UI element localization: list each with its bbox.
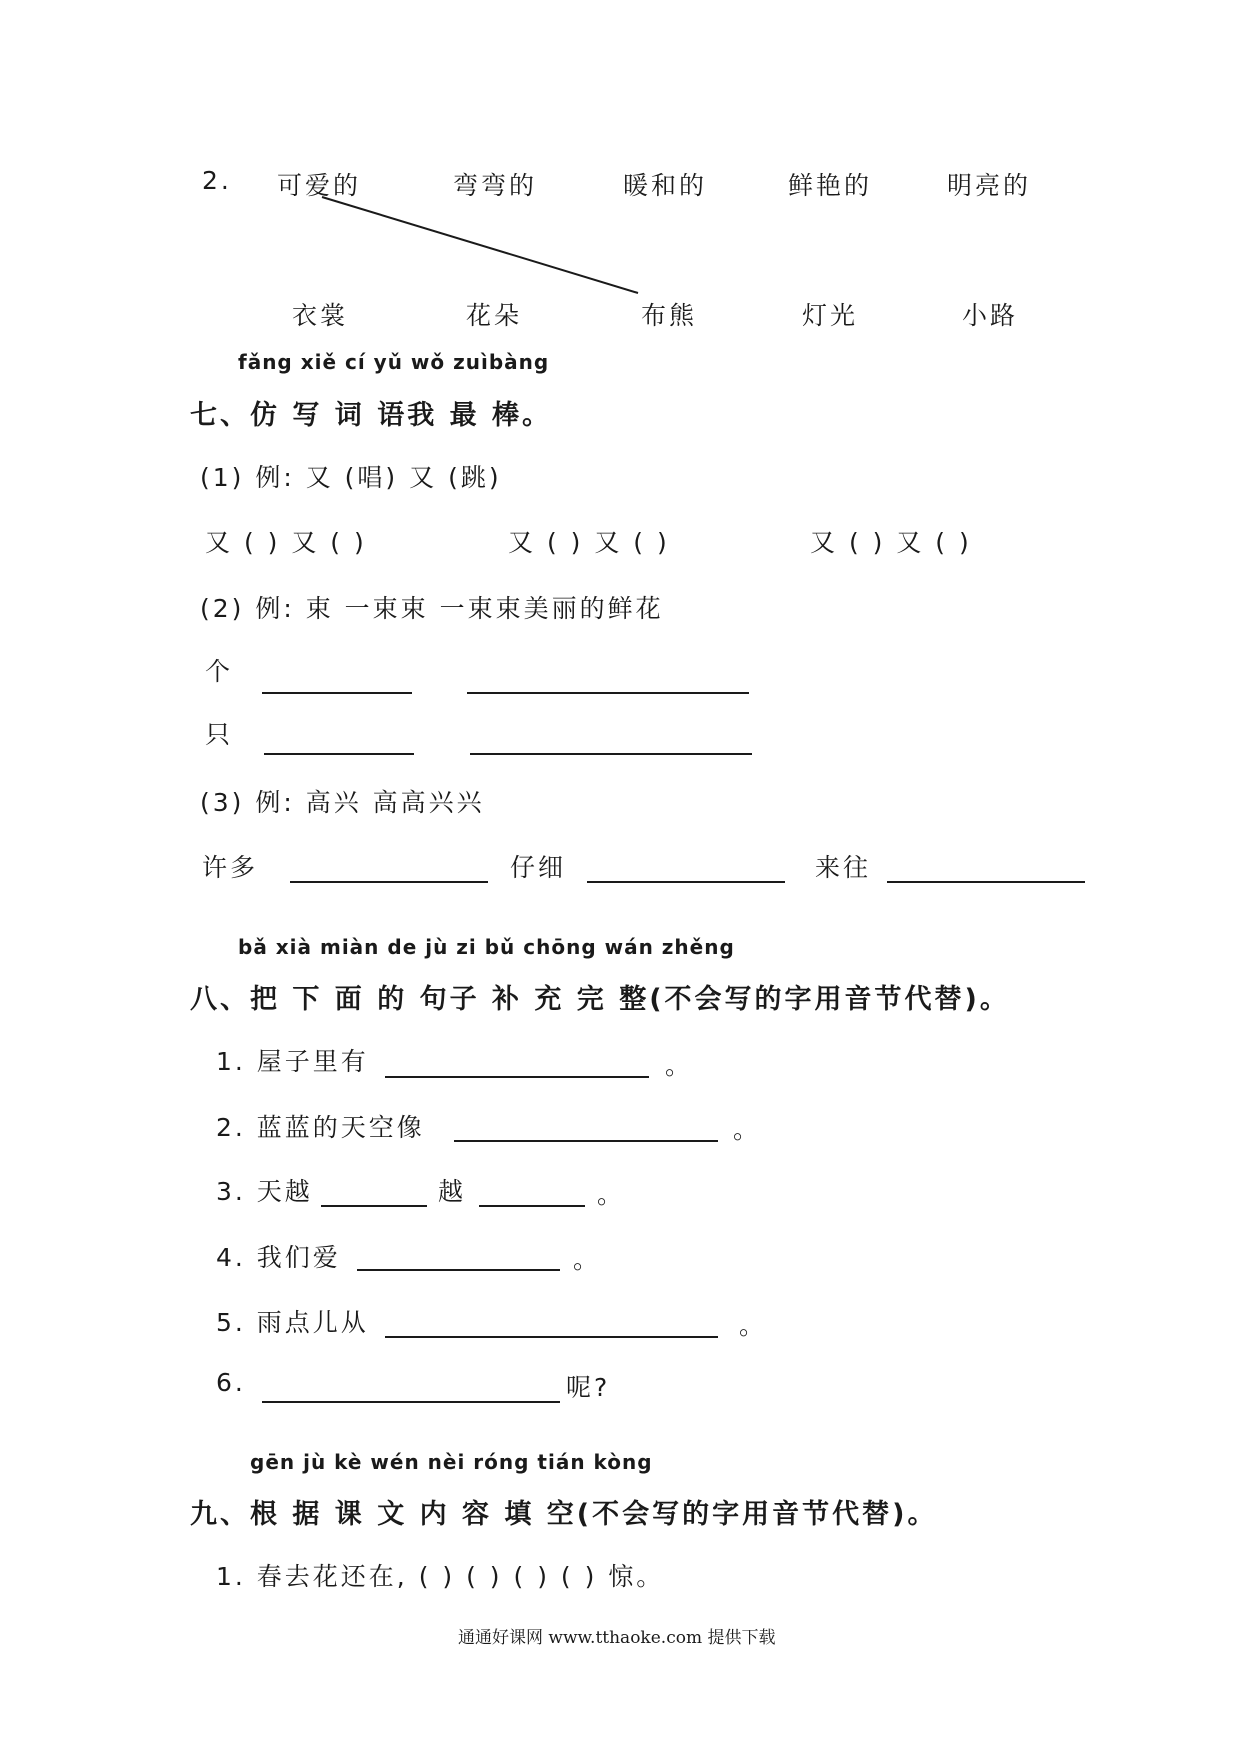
section7-row-ge: 个 — [205, 657, 234, 686]
match-noun: 衣裳 — [292, 301, 349, 330]
sentence-lead: 5. 雨点儿从 — [216, 1308, 369, 1337]
match-adjective: 明亮的 — [947, 171, 1032, 200]
section7-word: 仔细 — [510, 853, 567, 882]
sentence-lead: 4. 我们爱 — [216, 1243, 341, 1272]
match-adjective: 鲜艳的 — [788, 171, 873, 200]
section7-title: 七、仿 写 词 语我 最 棒。 — [190, 400, 552, 431]
answer-line[interactable] — [321, 1205, 427, 1207]
section7-word: 许多 — [202, 853, 259, 882]
section7-row-zhi: 只 — [205, 720, 234, 749]
match-noun: 小路 — [962, 301, 1019, 330]
answer-line[interactable] — [467, 692, 749, 694]
answer-line[interactable] — [454, 1140, 718, 1142]
answer-line[interactable] — [385, 1076, 649, 1078]
answer-line[interactable] — [470, 753, 752, 755]
sentence-end: 。 — [597, 1180, 626, 1209]
sentence-end: 呢? — [566, 1373, 611, 1402]
section7-word: 来往 — [815, 853, 872, 882]
match-connector-line — [0, 0, 1240, 330]
match-noun: 灯光 — [802, 301, 859, 330]
match-adjective: 暖和的 — [623, 171, 708, 200]
sentence-end: 。 — [573, 1245, 602, 1274]
answer-line[interactable] — [264, 753, 414, 755]
sentence-end: 。 — [665, 1051, 694, 1080]
section7-blank-pair: 又 ( ) 又 ( ) — [205, 528, 367, 557]
sentence-end: 。 — [733, 1115, 762, 1144]
match-number: 2. — [202, 166, 232, 195]
answer-line[interactable] — [290, 881, 488, 883]
sentence-lead: 2. 蓝蓝的天空像 — [216, 1113, 425, 1142]
answer-line[interactable] — [357, 1269, 560, 1271]
sentence-lead: 6. — [216, 1368, 246, 1397]
match-adjective: 可爱的 — [277, 171, 362, 200]
section9-title: 九、根 据 课 文 内 容 填 空(不会写的字用音节代替)。 — [190, 1499, 938, 1530]
answer-line[interactable] — [587, 881, 785, 883]
section7-example3: (3) 例: 高兴 高高兴兴 — [200, 788, 485, 817]
section8-title: 八、把 下 面 的 句子 补 充 完 整(不会写的字用音节代替)。 — [190, 984, 1010, 1015]
section9-pinyin: gēn jù kè wén nèi róng tián kòng — [250, 1450, 653, 1474]
answer-line[interactable] — [479, 1205, 585, 1207]
match-adjective: 弯弯的 — [453, 171, 538, 200]
section7-example1: (1) 例: 又 (唱) 又 (跳) — [200, 463, 502, 492]
sentence-mid: 越 — [438, 1177, 467, 1206]
answer-line[interactable] — [262, 692, 412, 694]
section7-blank-pair: 又 ( ) 又 ( ) — [810, 528, 972, 557]
section7-blank-pair: 又 ( ) 又 ( ) — [508, 528, 670, 557]
section7-pinyin: fǎng xiě cí yǔ wǒ zuìbàng — [238, 350, 550, 374]
sentence-end: 。 — [739, 1311, 768, 1340]
section8-pinyin: bǎ xià miàn de jù zi bǔ chōng wán zhěng — [238, 935, 735, 959]
sentence-lead: 1. 屋子里有 — [216, 1047, 369, 1076]
match-noun: 布熊 — [641, 301, 698, 330]
match-noun: 花朵 — [466, 301, 523, 330]
answer-line[interactable] — [887, 881, 1085, 883]
page-footer: 通通好课网 www.tthaoke.com 提供下载 — [458, 1628, 776, 1648]
answer-line[interactable] — [262, 1401, 560, 1403]
section7-example2: (2) 例: 束 一束束 一束束美丽的鲜花 — [200, 594, 664, 623]
sentence-lead: 3. 天越 — [216, 1177, 313, 1206]
section9-item1: 1. 春去花还在, ( ) ( ) ( ) ( ) 惊。 — [216, 1562, 665, 1591]
answer-line[interactable] — [385, 1336, 718, 1338]
